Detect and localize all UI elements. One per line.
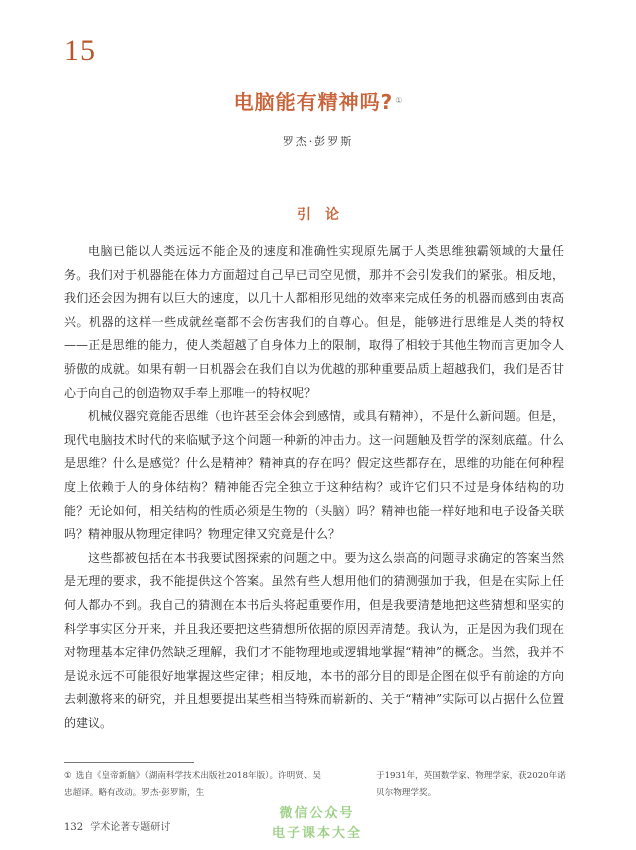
paragraph-3: 这些都被包括在本书我要试图探索的问题之中。要为这么崇高的问题寻求确定的答案当然是无理的要求，我不能提供这个答案。虽然有些人想用他们的猜测强加于我，但是在实际上任何人都办不到。我自己的猜测在本书后头将起重要作用，但是我要清楚地把这些猜想和坚实的科学事实区分开来，并且我还要把这些猜想所依据的原因弄清楚。我认为，正是因为我们现在对物理基本定律仍然缺乏理解，我们才不能物理地或逻辑地掌握“精神”的概念。当然，我并不是说永远不可能很好地掌握这些定律；相反地，本书的部分目的即是企图在似乎有前途的方向去刺激将来的研究，并且想要提出某些相当特殊而崭新的、关于“精神”实际可以占据什么位置的建议。 (64, 550, 564, 730)
book-title: 学术论著专题研讨 (90, 822, 171, 833)
page-footer (64, 818, 170, 833)
chapter-number: 15 (64, 34, 96, 67)
title-block (0, 86, 636, 115)
footnote-left-column (64, 768, 322, 802)
page-title: 电脑能有精神吗? (233, 90, 394, 114)
footnote-divider (64, 762, 194, 763)
title-footnote-marker[interactable]: ① (395, 95, 403, 105)
article-body (64, 240, 564, 735)
paragraph-2: 机械仪器究竟能否思维（也许甚至会体会到感情，或具有精神），不是什么新问题。但是，现代电脑技术时代的来临赋予这个问题一种新的冲击力。这一问题触及哲学的深刻底蕴。什么是思维？什么是感觉？什么是精神？精神真的存在吗？假定这些都存在，思维的功能在何种程度上依赖于人的身体结构？精神能否完全独立于这种结构？或许它们只不过是身体结构的功能？无论如何，相关结构的性质必须是生物的（头脑）吗？精神也能一样好地和电子设备关联吗？精神服从物理定律吗？物理定律又究竟是什么？ (64, 409, 564, 542)
footnote-text-left: 选自《皇帝新脑》（湖南科学技术出版社2018年版）。许明贤、吴忠超译。略有改动。罗杰·彭罗斯，生 (64, 771, 322, 798)
author-name: 罗杰·彭罗斯 (282, 135, 354, 148)
footnote-right-column: 于1931年，英国数学家、物理学家，获2020年诺贝尔物理学奖。 (376, 771, 566, 798)
watermark-line-2: 电子课本大全 (271, 826, 362, 841)
page-number: 132 (64, 822, 84, 833)
watermark-line-1: 微信公众号 (279, 806, 355, 821)
watermark (252, 804, 382, 844)
section-heading: 引论 (297, 207, 353, 223)
footnote-marker: ① (64, 771, 72, 781)
paragraph-1: 电脑已能以人类远远不能企及的速度和准确性实现原先属于人类思维独霸领域的大量任务。我们对于机器能在体力方面超过自己早已司空见惯，那并不会引发我们的紧张。相反地，我们还会因为拥有以巨大的速度，以几十人都相形见绌的效率来完成任务的机器而感到由衷高兴。机器的这样一些成就丝毫都不会伤害我们的自尊心。但是，能够进行思维是人类的特权——正是思维的能力，使人类超越了自身体力上的限制，取得了相较于其他生物而言更加令人骄傲的成就。如果有朝一日机器会在我们自以为优越的那种重要品质上超越我们，我们是否甘心于向自己的创造物双手奉上那唯一的特权呢？ (64, 244, 564, 400)
